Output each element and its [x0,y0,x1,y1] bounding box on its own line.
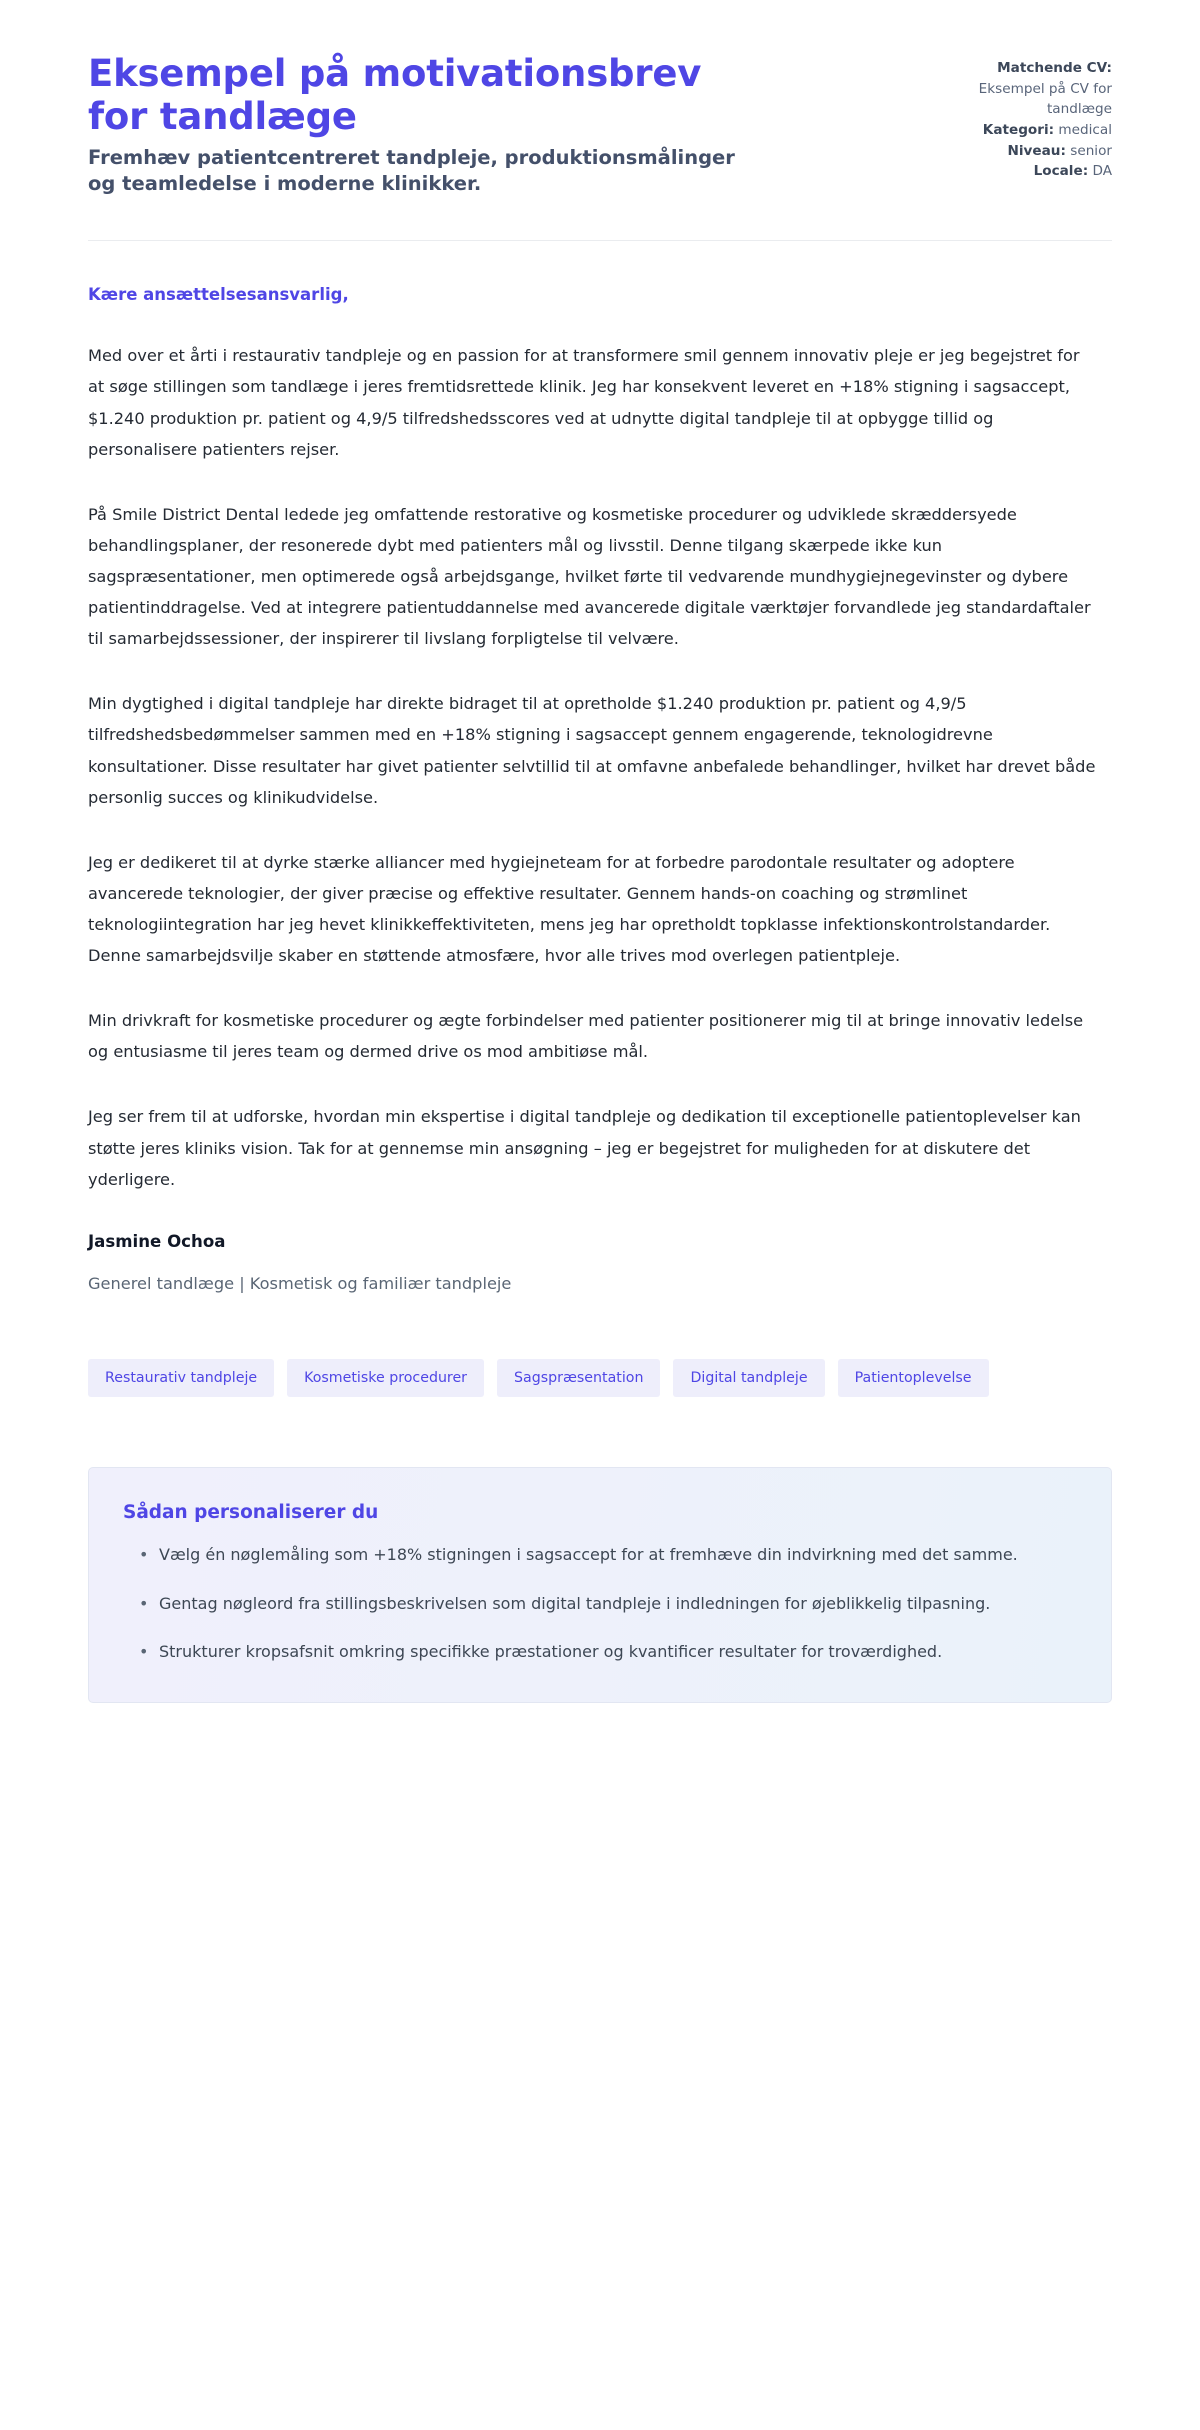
skill-tag[interactable]: Sagspræsentation [497,1359,660,1397]
letter-paragraph: Min drivkraft for kosmetiske procedurer og ægte forbindelser med patienter positionerer mig til at bringe innovativ ledelse og entusiasme til jeres team og dermed drive os mod ambitiøse mål. [88,1011,1084,1062]
letter-paragraph: Min dygtighed i digital tandpleje har direkte bidraget til at opretholde $1.240 produktion pr. patient og 4,9/5 tilfredshedsbedømmelser sammen med en +18% stigning i sagsaccept gennem engagerende, teknologidrevne konsultationer. Disse resultater har givet patienter selvtillid til at omfavne anbefalede behandlinger, hvilket har drevet både personlig succes og klinikudvidelse. [88,694,1096,807]
meta-locale [912,161,1112,182]
tip-list-item: • Gentag nøgleord fra stillingsbeskrivelsen som digital tandpleje i indledningen for øjeblikkelig tilpasning. [145,1589,1045,1620]
letter-paragraph: Jeg ser frem til at udforske, hvordan min ekspertise i digital tandpleje og dedikation til exceptionelle patientoplevelser kan støtte jeres kliniks vision. Tak for at gennemse min ansøgning – jeg er begejstret for muligheden for at diskutere det yderligere. [88,1107,1081,1189]
document-metadata [912,52,1112,182]
meta-locale-label: Locale: [1033,163,1089,180]
meta-level [912,141,1112,162]
tip-box-title: Sådan personaliserer du [123,1502,379,1524]
meta-matching-cv-value: Eksempel på CV for tandlæge [978,80,1112,118]
skill-tag[interactable]: Digital tandpleje [673,1359,824,1397]
meta-locale-value: DA [1092,163,1112,180]
skill-tag[interactable]: Kosmetiske procedurer [287,1359,484,1397]
page-title: Eksempel på motivationsbrev for tandlæge [88,52,702,139]
meta-category-value: medical [1058,121,1112,138]
meta-level-label: Niveau: [1007,142,1066,159]
personalization-tip-box [88,1467,1112,1703]
meta-level-value: senior [1070,142,1112,159]
skill-tag-list [88,1359,1028,1397]
meta-category [912,120,1112,141]
meta-matching-cv [912,58,1112,79]
letter-paragraph: Jeg er dedikeret til at dyrke stærke alliancer med hygiejneteam for at forbedre parodontale resultater og adoptere avancerede teknologier, der giver præcise og effektive resultater. Gennem hands-on coaching og strømlinet teknologiintegration har jeg hevet klinikkeffektiviteten, mens jeg har opretholdt topklasse infektionskontrolstandarder. Denne samarbejdsvilje skaber en støttende atmosfære, hvor alle trives mod overlegen patientpleje. [88,852,1051,966]
skill-tag[interactable]: Patientoplevelse [838,1359,989,1397]
cover-letter-body [88,241,1112,1298]
meta-matching-cv-value-row [912,79,1112,120]
signature-role: Generel tandlæge | Kosmetisk og familiær tandpleje [88,1274,512,1294]
letter-signature [88,1229,1112,1297]
page-header [88,0,1112,198]
meta-matching-cv-label: Matchende CV: [997,60,1112,76]
skill-tag[interactable]: Restaurativ tandpleje [88,1359,274,1397]
letter-paragraph: Med over et årti i restaurativ tandpleje og en passion for at transformere smil gennem innovativ pleje er jeg begejstret for at søge stillingen som tandlæge i jeres fremtidsrettede klinik. Jeg har konsekvent leveret en +18% stigning i sagsaccept, $1.240 produktion pr. patient og 4,9/5 tilfredshedsscores ved at udnytte digital tandpleje til at opbygge tillid og personalisere patienters rejser. [88,346,1080,459]
letter-paragraph: På Smile District Dental ledede jeg omfattende restorative og kosmetiske procedurer og udviklede skræddersyede behandlingsplaner, der resonerede dybt med patienters mål og livsstil. Denne tilgang skærpede ikke kun sagspræsentationer, men optimerede også arbejdsgange, hvilket førte til vedvarende mundhygiejnegevinster og dybere patientinddragelse. Ved at integrere patientuddannelse med avancerede digitale værktøjer forvandlede jeg standardaftaler til samarbejdssessioner, der inspirerer til livslang forpligtelse til velvære. [88,504,1091,649]
tip-list-item: • Strukturer kropsafsnit omkring specifikke præstationer og kvantificer resultater for troværdighed. [145,1637,1045,1668]
tip-list-item: • Vælg én nøglemåling som +18% stigningen i sagsaccept for at fremhæve din indvirkning med det samme. [145,1540,1045,1571]
meta-category-label: Kategori: [982,121,1055,138]
header-title-block [88,52,748,198]
signature-name: Jasmine Ochoa [88,1231,226,1251]
page-subtitle: Fremhæv patientcentreret tandpleje, produktionsmålinger og teamledelse i moderne klinikker. [88,145,735,196]
tip-box-list [123,1540,1077,1668]
letter-salutation: Kære ansættelsesansvarlig, [88,284,349,304]
